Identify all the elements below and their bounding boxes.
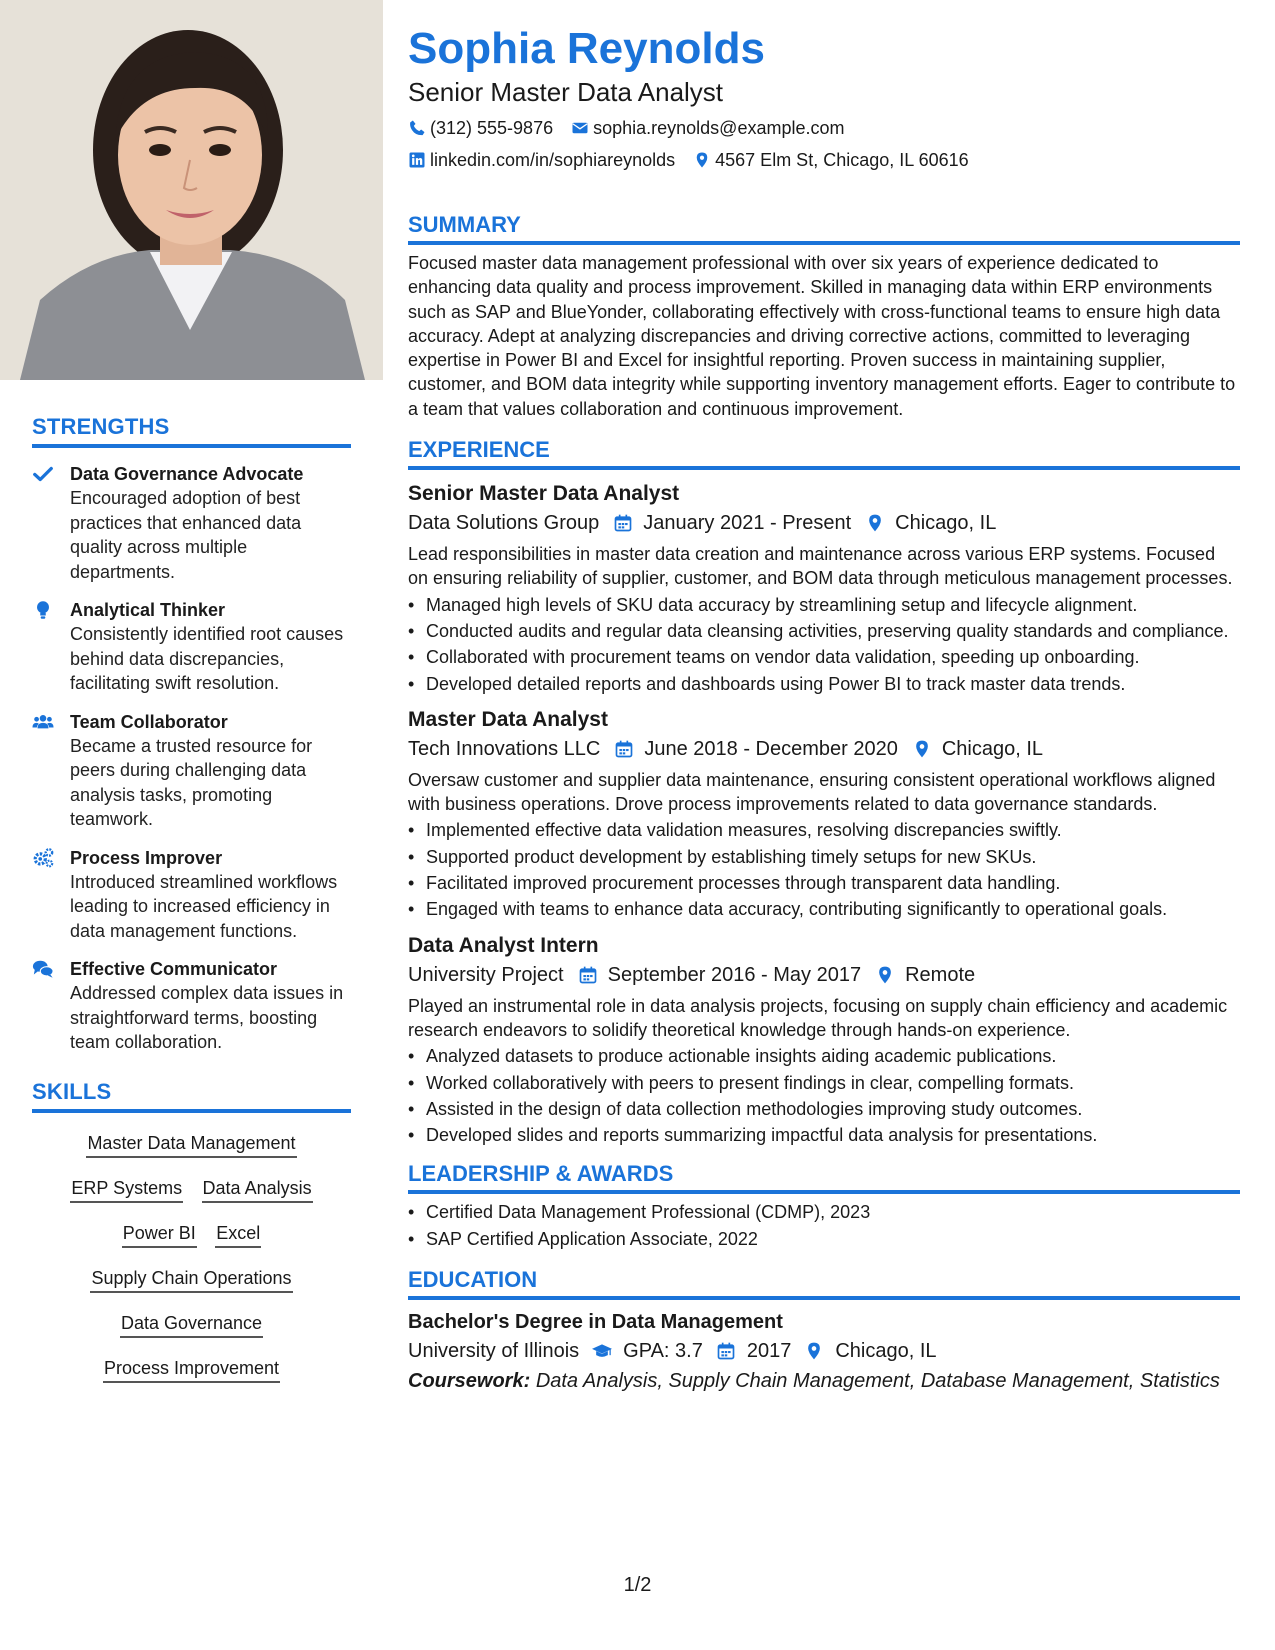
profile-photo <box>0 0 383 380</box>
job-dates-text: June 2018 - December 2020 <box>644 737 898 760</box>
skill-row <box>32 1266 351 1293</box>
job-company: Tech Innovations LLC <box>408 737 601 760</box>
location-pin-icon <box>875 965 895 985</box>
job-title: Senior Master Data Analyst <box>408 482 680 506</box>
contact-row <box>408 148 1240 172</box>
linkedin-icon <box>408 151 426 169</box>
candidate-name: Sophia Reynolds <box>408 24 765 73</box>
education-meta <box>408 1336 1240 1366</box>
gpa <box>591 1336 703 1366</box>
strength-title: Effective Communicator <box>70 959 278 979</box>
job-location <box>875 960 975 990</box>
job-dates-text: January 2021 - Present <box>643 512 852 535</box>
job-meta <box>408 734 1240 764</box>
skills-heading: SKILLS <box>32 1079 351 1113</box>
gears-icon <box>32 846 70 944</box>
job-description: Lead responsibilities in master data creation and maintenance across various ERP systems. Focused on ensuring reliability of supplier, customer, and BOM data through meticulous management processes. <box>408 544 1233 589</box>
strengths-section <box>0 414 383 1055</box>
year-text: 2017 <box>746 1340 792 1363</box>
list-item: • Worked collaboratively with peers to present findings in clear, compelling formats. <box>408 1071 1240 1095</box>
address-contact <box>693 148 969 172</box>
calendar-icon <box>613 513 633 533</box>
sidebar <box>0 0 383 1650</box>
summary-text: Focused master data management professional with over six years of experience dedicated to enhancing data quality and process improvement. Skilled in managing data within ERP environments such as SAP and BlueYonder, collaborating effectively with cross-functional teams to ensure high data accuracy. Adept at analyzing discrepancies and driving corrective actions, committed to leveraging expertise in Power BI and Excel for insightful reporting. Proven success in maintaining supplier, customer, and BOM data integrity while supporting inventory management efforts. Eager to contribute to a team that values collaboration and continuous improvement. <box>408 253 1236 419</box>
education-section <box>408 1267 1240 1396</box>
skill-tag: Excel <box>215 1221 261 1248</box>
skill-tag: ERP Systems <box>70 1176 183 1203</box>
envelope-icon <box>571 119 589 137</box>
summary-heading: SUMMARY <box>408 212 1240 245</box>
list-item: • Conducted audits and regular data cleansing activities, preserving quality standards and compliance. <box>408 619 1240 643</box>
list-item: • Implemented effective data validation measures, resolving discrepancies swiftly. <box>408 818 1240 842</box>
strength-desc: Addressed complex data issues in straightforward terms, boosting team collaboration. <box>70 983 344 1052</box>
skill-row <box>32 1356 351 1383</box>
linkedin-contact[interactable] <box>408 148 675 172</box>
job-dates <box>578 960 862 990</box>
school-name: University of Illinois <box>408 1340 580 1363</box>
list-item: • SAP Certified Application Associate, 2022 <box>408 1227 1240 1251</box>
job-location-text: Chicago, IL <box>941 737 1044 760</box>
job-bullets <box>408 1044 1240 1147</box>
list-item: • Analyzed datasets to produce actionable insights aiding academic publications. <box>408 1044 1240 1068</box>
page-number: 1/2 <box>623 1574 652 1596</box>
strength-item <box>32 957 351 1055</box>
strength-item <box>32 710 351 832</box>
email-contact[interactable] <box>571 116 844 140</box>
calendar-icon <box>715 1341 737 1361</box>
coursework <box>408 1366 1240 1396</box>
job-dates <box>613 508 851 538</box>
list-item: • Developed slides and reports summarizing impactful data analysis for presentations. <box>408 1123 1240 1147</box>
phone-text: (312) 555-9876 <box>430 118 554 138</box>
location-pin-icon <box>693 151 711 169</box>
location-pin-icon <box>803 1341 825 1361</box>
degree-title: Bachelor's Degree in Data Management <box>408 1311 783 1334</box>
skill-tag: Process Improvement <box>103 1356 280 1383</box>
skill-tag: Master Data Management <box>86 1131 296 1158</box>
list-item: • Assisted in the design of data collection methodologies improving study outcomes. <box>408 1097 1240 1121</box>
job-meta <box>408 508 1240 538</box>
check-icon <box>32 462 70 584</box>
strength-title: Process Improver <box>70 847 223 868</box>
job-company: University Project <box>408 963 564 986</box>
job-meta <box>408 960 1240 990</box>
strength-item <box>32 598 351 696</box>
education-location <box>803 1336 936 1366</box>
strengths-heading: STRENGTHS <box>32 414 351 448</box>
list-item: • Managed high levels of SKU data accuracy by streamlining setup and lifecycle alignment. <box>408 593 1240 617</box>
graduation-cap-icon <box>591 1341 613 1361</box>
job-dates <box>614 734 898 764</box>
strength-desc: Consistently identified root causes behind data discrepancies, facilitating swift resolution. <box>70 624 344 693</box>
skill-tag: Power BI <box>122 1221 197 1248</box>
location-pin-icon <box>912 739 932 759</box>
job-entry <box>408 706 1240 922</box>
job-title: Master Data Analyst <box>408 707 608 731</box>
job-description: Oversaw customer and supplier data maintenance, ensuring consistent operational workflows aligned with business operations. Drove process improvements related to data governance standards. <box>408 769 1216 815</box>
candidate-role: Senior Master Data Analyst <box>408 77 724 107</box>
list-item: • Collaborated with procurement teams on vendor data validation, speeding up onboarding. <box>408 645 1240 669</box>
phone-icon <box>408 119 426 137</box>
job-location-text: Chicago, IL <box>895 512 997 535</box>
strength-title: Analytical Thinker <box>70 600 226 620</box>
job-entry <box>408 480 1240 696</box>
skill-row <box>32 1176 351 1203</box>
awards-section <box>408 1161 1240 1251</box>
strength-title: Data Governance Advocate <box>70 464 304 484</box>
location-pin-icon <box>865 513 885 533</box>
coursework-label: Coursework: <box>408 1370 531 1393</box>
users-icon <box>32 710 70 832</box>
job-bullets <box>408 818 1240 921</box>
summary-section <box>408 212 1240 421</box>
list-item: • Facilitated improved procurement processes through transparent data handling. <box>408 871 1240 895</box>
job-location <box>865 508 996 538</box>
strength-desc: Encouraged adoption of best practices that enhanced data quality across multiple departments. <box>70 488 302 582</box>
job-location-text: Remote <box>905 963 976 986</box>
skill-row <box>32 1131 351 1158</box>
job-dates-text: September 2016 - May 2017 <box>607 963 862 986</box>
skill-row <box>32 1221 351 1248</box>
email-text: sophia.reynolds@example.com <box>593 118 845 138</box>
strength-desc: Introduced streamlined workflows leading to increased efficiency in data management functions. <box>70 871 338 941</box>
job-entry <box>408 932 1240 1148</box>
skill-tag: Data Analysis <box>202 1176 313 1203</box>
awards-list <box>408 1200 1240 1251</box>
gpa-text: GPA: 3.7 <box>623 1340 703 1363</box>
strength-item <box>32 846 351 944</box>
job-location <box>912 734 1043 764</box>
strength-title: Team Collaborator <box>70 711 228 732</box>
education-heading: EDUCATION <box>408 1267 1240 1300</box>
list-item: • Developed detailed reports and dashboards using Power BI to track master data trends. <box>408 672 1240 696</box>
phone-contact[interactable] <box>408 116 553 140</box>
lightbulb-icon <box>32 598 70 696</box>
coursework-text: Data Analysis, Supply Chain Management, Database Management, Statistics <box>535 1370 1220 1393</box>
job-title: Data Analyst Intern <box>408 933 599 957</box>
awards-heading: LEADERSHIP & AWARDS <box>408 1161 1240 1194</box>
skills-section <box>0 1079 383 1383</box>
job-bullets <box>408 593 1240 696</box>
graduation-year <box>715 1336 792 1366</box>
list-item: • Supported product development by establishing timely setups for new SKUs. <box>408 845 1240 869</box>
job-company: Data Solutions Group <box>408 512 600 535</box>
calendar-icon <box>578 965 598 985</box>
skill-tag: Supply Chain Operations <box>90 1266 292 1293</box>
experience-heading: EXPERIENCE <box>408 437 1240 470</box>
experience-section <box>408 437 1240 1147</box>
calendar-icon <box>614 739 634 759</box>
list-item: • Certified Data Management Professional (CDMP), 2023 <box>408 1200 1240 1224</box>
list-item: • Engaged with teams to enhance data accuracy, contributing significantly to operational goals. <box>408 897 1240 921</box>
comments-icon <box>32 957 70 1055</box>
skill-row <box>32 1311 351 1338</box>
education-location-text: Chicago, IL <box>835 1340 937 1363</box>
main-content <box>408 22 1240 1396</box>
contact-row <box>408 116 1240 140</box>
job-description: Played an instrumental role in data analysis projects, focusing on supply chain efficiency and academic research endeavors to solidify theoretical knowledge through hands-on experience. <box>408 995 1228 1040</box>
linkedin-text: linkedin.com/in/sophiareynolds <box>430 150 676 170</box>
strength-item <box>32 462 351 584</box>
skill-tag: Data Governance <box>120 1311 263 1338</box>
address-text: 4567 Elm St, Chicago, IL 60616 <box>715 150 969 170</box>
strength-desc: Became a trusted resource for peers during challenging data analysis tasks, promoting teamwork. <box>70 735 313 829</box>
